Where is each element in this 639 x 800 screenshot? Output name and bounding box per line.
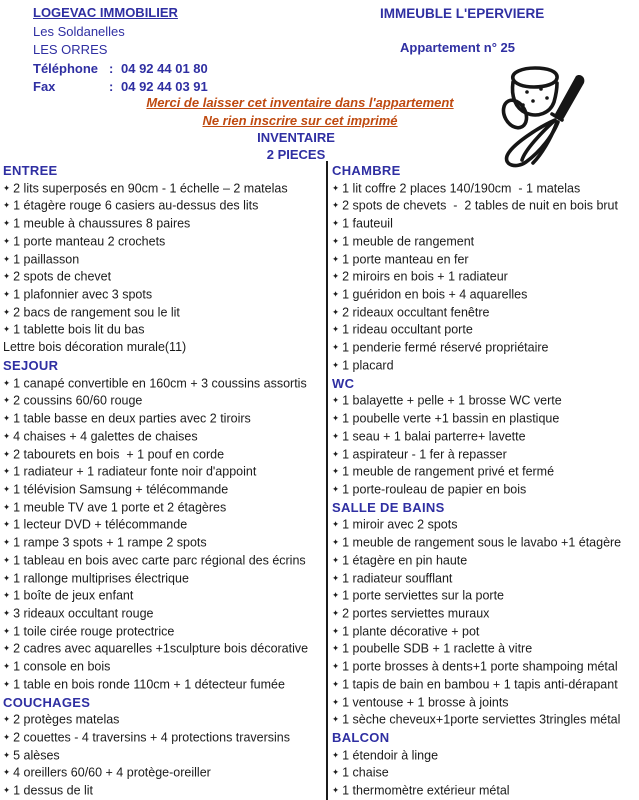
bullet-diamond-icon: ✦ [332,235,340,246]
phone-number: 04 92 44 01 80 [121,60,208,76]
item-text: 1 porte-rouleau de papier en bois [342,482,527,497]
inventory-item [332,251,638,269]
item-text: 2 lits superposés en 90cm - 1 échelle – 2 matelas [13,181,288,196]
notice-do-not-write: Ne rien inscrire sur cet imprimé [202,113,398,128]
inventory-item [332,428,638,446]
bullet-diamond-icon: ✦ [332,714,340,725]
item-text: 1 guéridon en bois + 4 aquarelles [342,287,528,302]
item-text: 1 table en bois ronde 110cm + 1 détecteur fumée [13,677,285,692]
inventory-item [332,321,638,339]
section-title-sejour: SEJOUR [3,357,59,373]
inventory-item [332,552,638,570]
item-text: 1 tableau en bois avec carte parc régional des écrins [13,553,306,568]
fax-colon: : [109,79,114,94]
agency-city: LES ORRES [33,42,108,57]
item-text: 1 seau + 1 balai parterre+ lavette [342,429,526,444]
inventory-item [3,623,324,641]
agency-residence: Les Soldanelles [33,23,125,39]
inventory-item [332,782,638,800]
section-title-balcon: BALCON [332,730,390,745]
phone-colon: : [109,60,114,76]
inventory-item [332,180,638,198]
item-text: 1 toile cirée rouge protectrice [13,624,175,639]
bullet-diamond-icon: ✦ [332,271,340,282]
inventory-item [332,233,638,251]
inventory-item [3,658,324,676]
bullet-diamond-icon: ✦ [3,430,11,441]
inventory-item [3,516,324,534]
inventory-item [332,392,638,410]
item-text: 1 lecteur DVD + télécommande [13,517,188,532]
bullet-diamond-icon: ✦ [3,785,11,796]
bullet-diamond-icon: ✦ [332,554,340,565]
item-text: 1 canapé convertible en 160cm + 3 coussins assortis [13,376,307,391]
bullet-diamond-icon: ✦ [3,607,11,618]
item-text: 2 tabourets en bois + 1 pouf en corde [13,447,225,461]
item-text: 1 meuble de rangement privé et fermé [342,464,555,479]
inventory-item [332,463,638,481]
item-text: 1 penderie fermé réservé propriétaire [342,340,549,355]
inventory-item [332,339,638,357]
inventory-item [332,516,638,534]
inventory-item [332,623,638,641]
bullet-diamond-icon: ✦ [332,430,340,441]
item-text: 1 rallonge multiprises électrique [13,571,189,586]
item-text: 1 miroir avec 2 spots [342,517,458,532]
item-text: 1 tablette bois lit du bas [13,322,145,337]
item-text: 2 couettes - 4 traversins + 4 protections traversins [13,730,290,745]
item-text: 1 balayette + pelle + 1 brosse WC verte [342,393,562,408]
fax-row [33,78,208,97]
section-title-couchages: COUCHAGES [3,694,91,710]
inventory-item [332,286,638,304]
item-text: 1 dessus de lit [13,783,94,798]
inventory-item [3,534,324,552]
agency-name: LOGEVAC IMMOBILIER [33,5,178,20]
item-text: 1 rideau occultant porte [342,322,473,337]
inventory-item [3,251,324,269]
inventory-item [332,747,638,765]
item-text: 1 aspirateur - 1 fer à repasser [342,447,507,461]
item-text: 1 ventouse + 1 brosse à joints [342,695,509,710]
bullet-diamond-icon: ✦ [332,696,340,707]
inventory-item [3,286,324,304]
item-text: 1 chaise [342,765,389,780]
item-text: 1 étagère en pin haute [342,553,468,568]
inventory-item [3,410,324,428]
item-text: 4 chaises + 4 galettes de chaises [13,429,198,444]
item-text: 1 étagère rouge 6 casiers au-dessus des lits [13,198,259,213]
item-text: 5 alèses [13,748,60,763]
bullet-diamond-icon: ✦ [332,519,340,530]
bowl-spoon-whisk-icon [492,52,638,168]
bullet-diamond-icon: ✦ [3,714,11,725]
bullet-diamond-icon: ✦ [3,643,11,654]
inventory-item [332,197,638,215]
page-subtitle: 2 PIECES [266,147,326,162]
bullet-diamond-icon: ✦ [3,466,11,477]
inventory-item [332,410,638,428]
inventory-item [3,481,324,499]
item-text: 1 paillasson [13,252,80,267]
inventory-item [332,676,638,694]
phone-row [33,60,208,79]
inventory-item [3,215,324,233]
bullet-diamond-icon: ✦ [332,306,340,317]
apartment-number: Appartement n° 25 [400,40,516,55]
bullet-diamond-icon: ✦ [3,501,11,512]
bullet-diamond-icon: ✦ [332,785,340,796]
item-text: 2 cadres avec aquarelles +1sculpture bois décorative [13,641,309,656]
item-text: 1 meuble TV ave 1 porte et 2 étagères [13,500,227,515]
bullet-diamond-icon: ✦ [332,749,340,760]
bullet-diamond-icon: ✦ [3,661,11,672]
inventory-item [3,428,324,446]
inventory-item [332,694,638,712]
item-text: 1 porte manteau en fer [342,252,469,267]
inventory-item [3,782,324,800]
inventory-item [3,570,324,588]
item-text: 3 rideaux occultant rouge [13,606,154,621]
item-text: 2 coussins 60/60 rouge [13,393,143,408]
item-text: 1 plante décorative + pot [342,624,480,639]
inventory-item [3,676,324,694]
page-title: INVENTAIRE [257,130,335,145]
item-text: 1 fauteuil [342,216,393,231]
bullet-diamond-icon: ✦ [332,413,340,424]
inventory-item [3,729,324,747]
bullet-diamond-icon: ✦ [3,732,11,742]
bullet-diamond-icon: ✦ [3,395,11,406]
inventory-item [332,764,638,782]
inventory-item [332,215,638,233]
item-text: 1 thermomètre extérieur métal [342,783,510,798]
bullet-diamond-icon: ✦ [332,182,340,193]
inventory-item [3,764,324,782]
item-text: 1 radiateur + 1 radiateur fonte noir d'appoint [13,464,257,479]
inventory-item [3,552,324,570]
bullet-diamond-icon: ✦ [3,519,11,530]
bullet-diamond-icon: ✦ [3,625,11,636]
bullet-diamond-icon: ✦ [3,271,11,282]
inventory-item [3,711,324,729]
item-text: 1 porte serviettes sur la porte [342,588,505,603]
bullet-diamond-icon: ✦ [3,572,11,583]
item-text: 1 meuble de rangement [342,234,475,249]
fax-label: Fax [33,79,56,94]
item-text: Lettre bois décoration murale(11) [3,340,187,355]
bullet-diamond-icon: ✦ [332,483,340,494]
inventory-item [332,658,638,676]
bullet-diamond-icon: ✦ [332,590,340,601]
section-title-wc: WC [332,375,355,391]
inventory-item [332,587,638,605]
item-text: 1 meuble à chaussures 8 paires [13,216,191,231]
item-text: 2 rideaux occultant fenêtre [342,305,490,320]
bullet-diamond-icon: ✦ [3,182,11,193]
bullet-diamond-icon: ✦ [332,218,340,229]
bullet-diamond-icon: ✦ [332,253,340,264]
item-text: 2 bacs de rangement sou le lit [13,305,180,320]
section-title-salle-de-bains: SALLE DE BAINS [332,499,445,515]
bullet-diamond-icon: ✦ [332,448,340,459]
bullet-diamond-icon: ✦ [3,306,11,317]
inventory-item [332,570,638,588]
item-text: 1 poubelle verte +1 bassin en plastique [342,411,560,426]
inventory-item [3,197,324,215]
item-text: 1 lit coffre 2 places 140/190cm - 1 matelas [342,181,581,196]
bullet-diamond-icon: ✦ [3,554,11,565]
item-text: 1 étendoir à linge [342,748,439,763]
item-text: 1 meuble de rangement sous le lavabo +1 étagère [342,535,622,550]
item-text: 1 table basse en deux parties avec 2 tiroirs [13,411,251,426]
inventory-item [332,268,638,286]
item-text: 2 spots de chevets - 2 tables de nuit en bois brut [342,198,618,213]
bullet-diamond-icon: ✦ [332,537,340,548]
inventory-item [3,446,324,464]
item-text: 1 télévision Samsung + télécommande [13,482,229,497]
bullet-diamond-icon: ✦ [332,324,340,335]
bullet-diamond-icon: ✦ [332,607,340,618]
inventory-item [3,587,324,605]
inventory-item [3,499,324,517]
item-text: 1 radiateur soufflant [342,571,453,586]
bullet-diamond-icon: ✦ [332,767,340,778]
bullet-diamond-icon: ✦ [3,413,11,424]
inventory-item [332,605,638,623]
bullet-diamond-icon: ✦ [3,448,11,459]
item-text: 1 boîte de jeux enfant [13,588,134,603]
inventory-item [3,180,324,198]
item-text: 1 porte manteau 2 crochets [13,234,166,249]
item-text: 2 protèges matelas [13,712,120,727]
bullet-diamond-icon: ✦ [332,572,340,583]
item-text: 1 tapis de bain en bambou + 1 tapis anti-dérapant [342,677,618,692]
bullet-diamond-icon: ✦ [3,749,11,760]
inventory-column-right [332,162,638,800]
inventory-item [3,375,324,393]
bullet-diamond-icon: ✦ [3,218,11,229]
bullet-diamond-icon: ✦ [3,483,11,494]
bullet-diamond-icon: ✦ [3,253,11,264]
bullet-diamond-icon: ✦ [332,359,340,370]
inventory-item [3,463,324,481]
inventory-item [332,304,638,322]
bullet-diamond-icon: ✦ [332,625,340,636]
item-text: 1 plafonnier avec 3 spots [13,287,153,302]
bullet-diamond-icon: ✦ [3,377,11,388]
bullet-diamond-icon: ✦ [332,678,340,689]
bullet-diamond-icon: ✦ [3,235,11,246]
bullet-diamond-icon: ✦ [332,661,340,672]
bullet-diamond-icon: ✦ [3,767,11,778]
bullet-diamond-icon: ✦ [332,643,340,654]
inventory-item [332,711,638,729]
bullet-diamond-icon: ✦ [3,289,11,300]
inventory-item [3,304,324,322]
item-text: 2 spots de chevet [13,269,112,284]
inventory-item [332,446,638,464]
inventory-item [3,339,324,357]
bullet-diamond-icon: ✦ [332,395,340,406]
inventory-item [3,268,324,286]
agency-header [33,4,208,97]
bullet-diamond-icon: ✦ [332,289,340,300]
inventory-item [3,747,324,765]
item-text: 1 sèche cheveux+1porte serviettes 3tringles métal [342,712,621,727]
inventory-item [332,481,638,499]
inventory-item [3,392,324,410]
item-text: 1 placard [342,358,394,373]
item-text: 2 miroirs en bois + 1 radiateur [342,269,508,284]
bullet-diamond-icon: ✦ [332,466,340,477]
bullet-diamond-icon: ✦ [3,324,11,335]
inventory-column-left [3,162,324,800]
section-title-chambre: CHAMBRE [332,163,401,178]
inventory-item [3,640,324,658]
building-name: IMMEUBLE L'EPERVIERE [380,6,545,21]
phone-label: Téléphone [33,60,99,76]
item-text: 1 poubelle SDB + 1 raclette à vitre [342,641,533,656]
notice-keep-inventory: Merci de laisser cet inventaire dans l'appartement [146,95,454,110]
inventory-item [3,321,324,339]
column-divider [326,161,328,800]
bullet-diamond-icon: ✦ [3,678,11,689]
item-text: 1 rampe 3 spots + 1 rampe 2 spots [13,535,207,550]
bullet-diamond-icon: ✦ [3,200,11,211]
inventory-item [3,605,324,623]
item-text: 4 oreillers 60/60 + 4 protège-oreiller [13,765,211,780]
bullet-diamond-icon: ✦ [3,537,11,548]
inventory-item [332,534,638,552]
bullet-diamond-icon: ✦ [332,342,340,353]
inventory-item [3,233,324,251]
item-text: 1 console en bois [13,659,111,674]
section-title-entree: ENTREE [3,163,58,178]
fax-number: 04 92 44 03 91 [121,79,208,94]
inventory-item [332,640,638,658]
bullet-diamond-icon: ✦ [3,590,11,601]
bullet-diamond-icon: ✦ [332,200,340,211]
item-text: 1 porte brosses à dents+1 porte shampoing métal [342,659,618,674]
item-text: 2 portes serviettes muraux [342,606,490,621]
inventory-item [332,357,638,375]
